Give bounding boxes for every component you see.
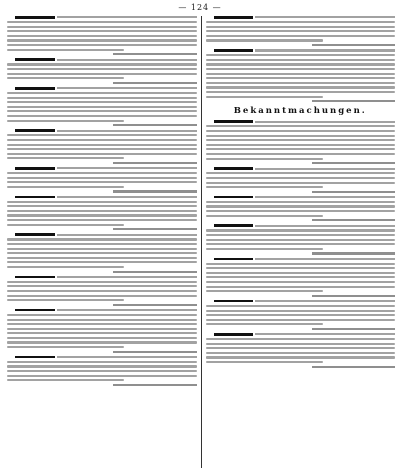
text-line [7, 172, 197, 174]
text-line [7, 153, 197, 155]
text-line [206, 305, 396, 307]
signature-line [312, 366, 395, 368]
page-number: — 124 — [178, 3, 222, 12]
text-line [7, 238, 197, 240]
text-line [7, 261, 197, 263]
text-line [7, 346, 124, 348]
notice-headline [15, 196, 197, 199]
notice [7, 196, 197, 231]
text-line [206, 281, 396, 283]
text-line [206, 234, 396, 236]
two-column-body [7, 16, 395, 468]
text-line [206, 73, 396, 75]
notice [7, 167, 197, 193]
notice [7, 276, 197, 306]
notice [7, 356, 197, 386]
text-line [7, 210, 197, 212]
text-line [7, 332, 197, 334]
text-line [7, 361, 197, 363]
signature-line [113, 53, 196, 55]
text-line [206, 201, 396, 203]
text-line [7, 68, 197, 70]
text-line [7, 181, 197, 183]
text-line [7, 328, 197, 330]
text-line [7, 201, 197, 203]
text-line [206, 210, 396, 212]
section-heading: Bekanntmachungen. [233, 106, 367, 117]
text-line [7, 139, 197, 141]
notice [206, 16, 396, 46]
text-line [7, 49, 124, 51]
notice-headline [214, 258, 396, 261]
signature-line [113, 190, 196, 192]
text-line [7, 97, 197, 99]
text-line [206, 286, 396, 288]
signature-line [312, 162, 395, 164]
text-line [7, 341, 197, 343]
text-line [206, 343, 396, 345]
text-line [206, 96, 323, 98]
notice [206, 300, 396, 330]
text-line [206, 356, 396, 358]
signature-line [113, 384, 196, 386]
notice [206, 167, 396, 193]
right-column-notices-bottom [206, 120, 396, 367]
text-line [7, 299, 124, 301]
notice-headline [214, 49, 396, 52]
text-line [206, 276, 396, 278]
notice-headline [214, 16, 396, 19]
notice-headline [214, 196, 396, 199]
text-line [206, 239, 396, 241]
signature-line [113, 228, 196, 230]
left-column [7, 16, 201, 468]
notice [7, 129, 197, 164]
text-line [7, 92, 197, 94]
text-line [7, 144, 197, 146]
text-line [206, 323, 323, 325]
text-line [7, 148, 197, 150]
text-line [206, 172, 396, 174]
text-line [7, 314, 197, 316]
text-line [7, 44, 197, 46]
notice-headline [214, 333, 396, 336]
text-line [7, 266, 124, 268]
signature-line [113, 82, 196, 84]
text-line [7, 375, 197, 377]
text-line [206, 267, 396, 269]
text-line [206, 139, 396, 141]
notice-headline [15, 58, 197, 61]
text-line [206, 347, 396, 349]
text-line [7, 370, 197, 372]
text-line [7, 257, 197, 259]
text-line [206, 86, 396, 88]
text-line [7, 39, 197, 41]
text-line [7, 243, 197, 245]
text-line [7, 323, 197, 325]
text-line [7, 281, 197, 283]
text-line [206, 177, 396, 179]
text-line [206, 338, 396, 340]
right-column-notices-top [206, 16, 396, 102]
text-line [7, 219, 197, 221]
notice [206, 196, 396, 222]
signature-line [312, 44, 395, 46]
text-line [206, 229, 396, 231]
notice [7, 309, 197, 353]
text-line [206, 39, 323, 41]
text-line [206, 91, 396, 93]
text-line [7, 285, 197, 287]
notice [206, 258, 396, 297]
notice-headline [15, 129, 197, 132]
text-line [206, 153, 396, 155]
text-line [7, 26, 197, 28]
text-line [7, 63, 197, 65]
text-line [206, 63, 396, 65]
signature-line [113, 162, 196, 164]
signature-line [113, 304, 196, 306]
text-line [206, 144, 396, 146]
text-line [206, 35, 396, 37]
notice-headline [214, 167, 396, 170]
signature-line [312, 100, 395, 102]
text-line [206, 215, 323, 217]
signature-line [312, 191, 395, 193]
notice-headline [15, 356, 197, 359]
text-line [206, 319, 396, 321]
notice-headline [15, 87, 197, 90]
text-line [206, 148, 396, 150]
text-line [7, 35, 197, 37]
text-line [7, 214, 197, 216]
text-line [7, 177, 197, 179]
text-line [7, 110, 197, 112]
text-line [206, 68, 396, 70]
text-line [206, 272, 396, 274]
text-line [206, 263, 396, 265]
text-line [7, 319, 197, 321]
text-line [206, 30, 396, 32]
text-line [206, 77, 396, 79]
signature-line [113, 351, 196, 353]
text-line [7, 365, 197, 367]
text-line [7, 379, 124, 381]
text-line [206, 290, 323, 292]
text-line [206, 82, 396, 84]
text-line [7, 290, 197, 292]
signature-line [312, 219, 395, 221]
text-line [7, 106, 197, 108]
signature-line [312, 252, 395, 254]
notice [7, 233, 197, 272]
text-line [7, 21, 197, 23]
signature-line [113, 271, 196, 273]
notice [7, 87, 197, 126]
notice-headline [15, 16, 197, 19]
notice [206, 49, 396, 102]
signature-line [312, 328, 395, 330]
text-line [206, 26, 396, 28]
notice [7, 58, 197, 84]
text-line [7, 77, 124, 79]
text-line [7, 30, 197, 32]
text-line [206, 54, 396, 56]
text-line [7, 186, 124, 188]
notice-headline [15, 309, 197, 312]
signature-line [312, 295, 395, 297]
notice-headline [15, 167, 197, 170]
notice-headline [214, 120, 396, 123]
text-line [7, 224, 124, 226]
text-line [206, 59, 396, 61]
text-line [7, 248, 197, 250]
text-line [206, 130, 396, 132]
text-line [206, 205, 396, 207]
text-line [206, 310, 396, 312]
text-line [206, 21, 396, 23]
notice [7, 16, 197, 55]
notice-headline [214, 224, 396, 227]
text-line [7, 157, 124, 159]
text-line [206, 248, 323, 250]
signature-line [113, 124, 196, 126]
text-line [206, 352, 396, 354]
notice [206, 120, 396, 164]
text-line [7, 101, 197, 103]
text-line [7, 205, 197, 207]
text-line [7, 295, 197, 297]
text-line [7, 252, 197, 254]
text-line [206, 243, 396, 245]
text-line [7, 134, 197, 136]
text-line [206, 314, 396, 316]
text-line [206, 135, 396, 137]
notice-headline [214, 300, 396, 303]
notice [206, 333, 396, 368]
notice [206, 224, 396, 254]
text-line [206, 186, 323, 188]
text-line [7, 115, 197, 117]
text-line [206, 182, 396, 184]
notice-headline [15, 276, 197, 279]
text-line [7, 337, 197, 339]
text-line [206, 361, 323, 363]
text-line [7, 73, 197, 75]
text-line [206, 158, 323, 160]
right-column [202, 16, 396, 468]
text-line [206, 125, 396, 127]
text-line [7, 120, 124, 122]
notice-headline [15, 233, 197, 236]
